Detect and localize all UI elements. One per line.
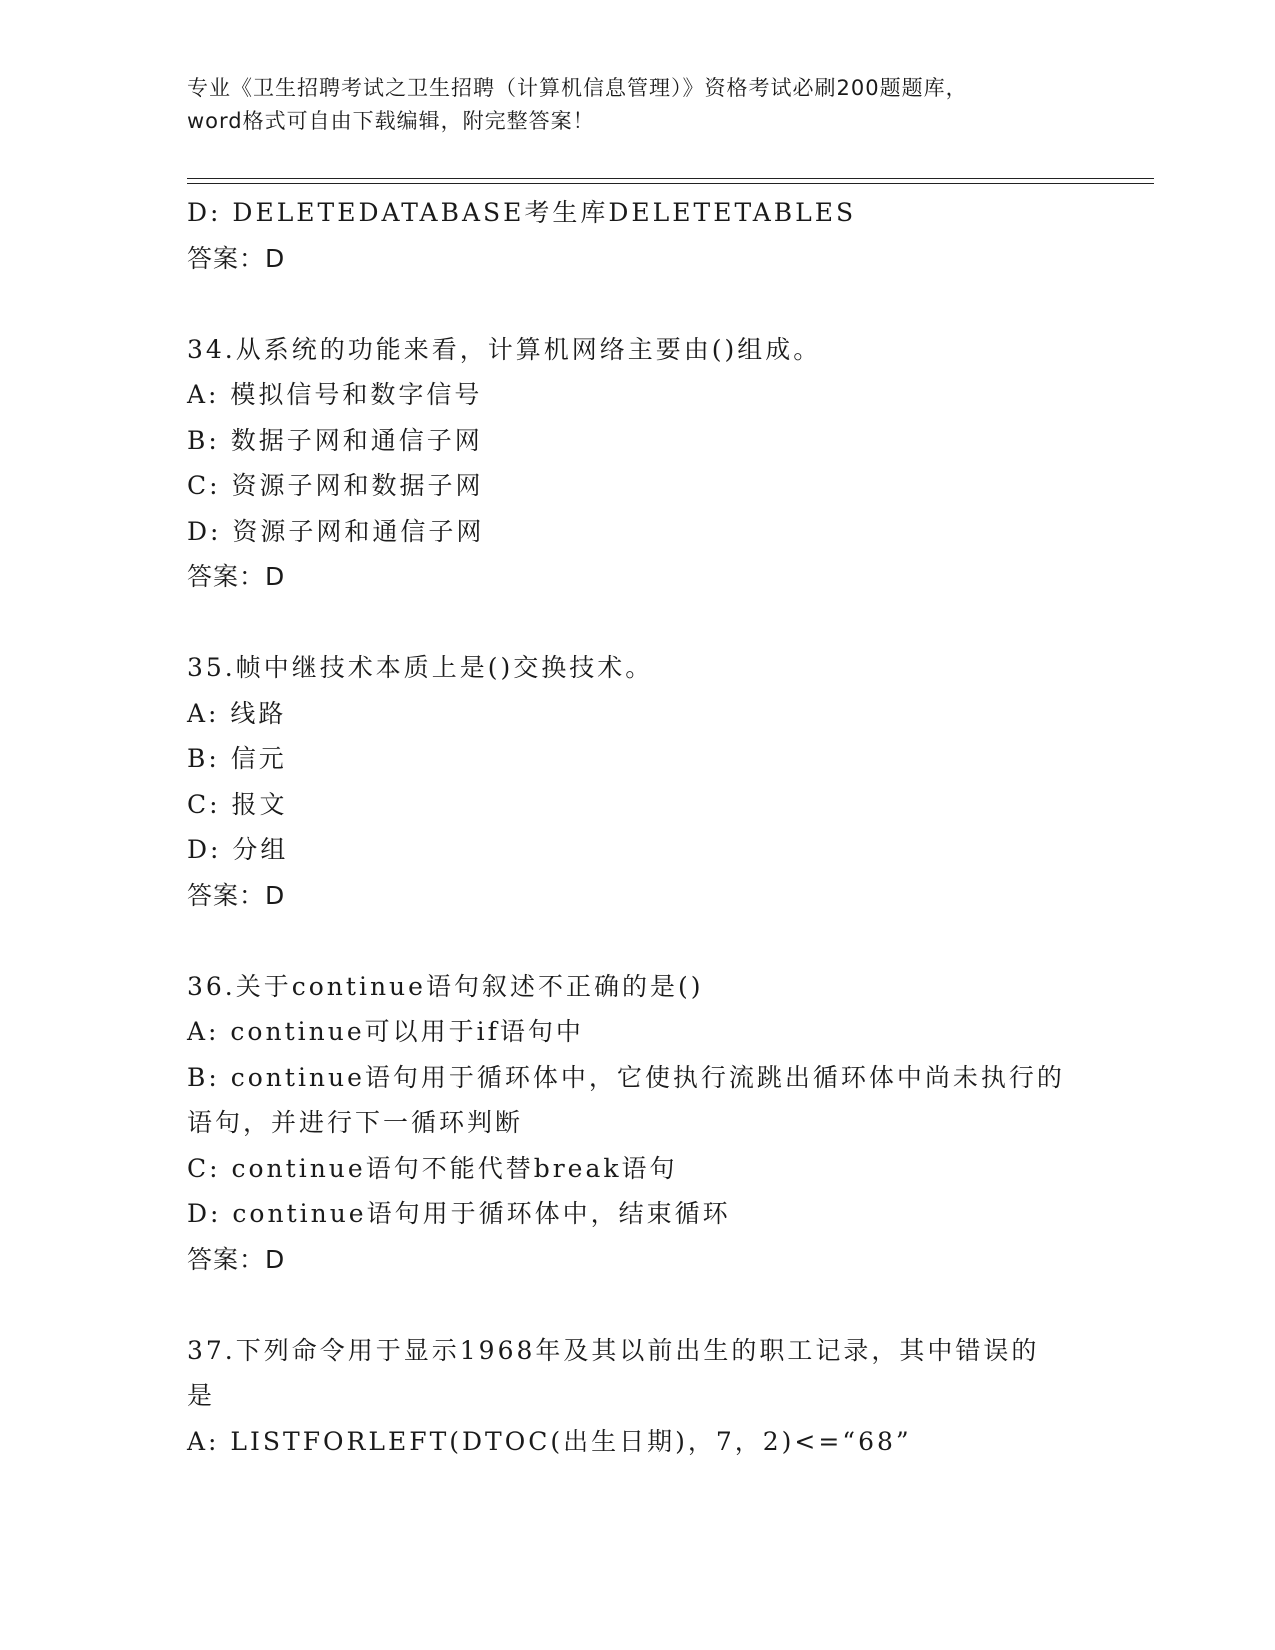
answer-line: 答案：D	[187, 243, 286, 273]
option-b-line-1: B: continue语句用于循环体中，它使执行流跳出循环体中尚未执行的	[187, 1062, 1065, 1092]
option-a: A: 模拟信号和数字信号	[187, 380, 483, 409]
question-block-34	[187, 327, 1087, 600]
question-stem: 35.帧中继技术本质上是()交换技术。	[187, 653, 654, 682]
option-b-line-2: 语句，并进行下一循环判断	[187, 1108, 524, 1137]
header-divider-bottom	[187, 183, 1154, 184]
option-c: C: 资源子网和数据子网	[187, 471, 484, 500]
answer-line: 答案：D	[187, 1244, 286, 1274]
option-a: A: continue可以用于if语句中	[187, 1017, 584, 1046]
question-stem: 34.从系统的功能来看，计算机网络主要由()组成。	[187, 334, 822, 364]
spacer	[187, 918, 1087, 964]
header-divider-top	[187, 178, 1154, 179]
option-b: B: 信元	[187, 744, 287, 773]
option-d: D: 资源子网和通信子网	[187, 516, 485, 546]
answer-line: 答案：D	[187, 880, 286, 910]
question-block-35	[187, 645, 1087, 918]
question-block-37	[187, 1328, 1087, 1465]
header-title-line-2: word格式可自由下载编辑，附完整答案！	[187, 109, 595, 133]
option-b: B: 数据子网和通信子网	[187, 425, 483, 455]
option-d: D: continue语句用于循环体中，结束循环	[187, 1199, 731, 1228]
spacer	[187, 600, 1087, 646]
spacer	[187, 281, 1087, 327]
question-stem-line-2: 是	[187, 1381, 216, 1410]
header-title-line-1: 专业《卫生招聘考试之卫生招聘（计算机信息管理）》资格考试必刷200题题库，	[187, 76, 968, 100]
spacer	[187, 1282, 1087, 1328]
question-block-36	[187, 964, 1087, 1283]
question-stem: 36.关于continue语句叙述不正确的是()	[187, 971, 704, 1001]
option-d: D: 分组	[187, 835, 289, 864]
option-a: A: 线路	[187, 698, 287, 728]
option-d: D: DELETEDATABASE考生库DELETETABLES	[187, 198, 857, 227]
option-a: A: LISTFORLEFT(DTOC(出生日期)，7，2)<=“68”	[187, 1426, 912, 1456]
question-stem-line-1: 37.下列命令用于显示1968年及其以前出生的职工记录，其中错误的	[187, 1335, 1040, 1365]
question-list	[187, 190, 1087, 1464]
answer-line: 答案：D	[187, 562, 286, 591]
question-block-33	[187, 190, 1087, 281]
option-c: C: continue语句不能代替break语句	[187, 1153, 678, 1183]
document-header	[187, 72, 1107, 138]
option-c: C: 报文	[187, 789, 288, 819]
